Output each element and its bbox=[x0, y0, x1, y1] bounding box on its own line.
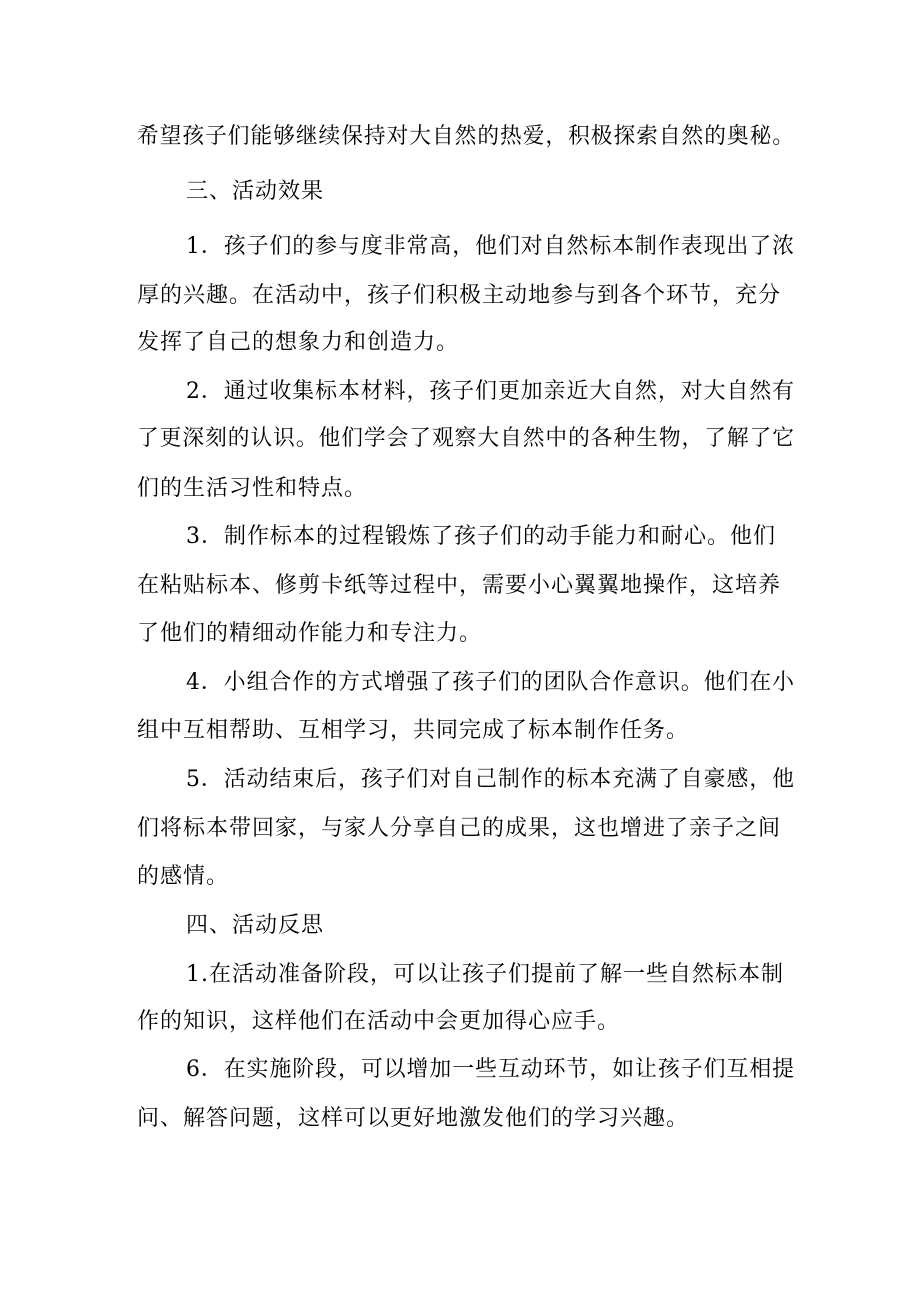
reflection-item-1-line: 1.在活动准备阶段，可以让孩子们提前了解一些自然标本制 bbox=[186, 962, 784, 987]
reflection-item-2-line: 问、解答问题，这样可以更好地激发他们的学习兴趣。 bbox=[137, 1106, 690, 1131]
reflection-item-1-line: 作的知识，这样他们在活动中会更加得心应手。 bbox=[137, 1009, 621, 1034]
list-item-1-line: 厚的兴趣。在活动中，孩子们积极主动地参与到各个环节，充分 bbox=[137, 283, 782, 308]
list-item-1-line: 发挥了自己的想象力和创造力。 bbox=[137, 330, 460, 355]
paragraph-line: 希望孩子们能够继续保持对大自然的热爱，积极探索自然的奥秘。 bbox=[137, 124, 796, 149]
list-item-4-line: 4．小组合作的方式增强了孩子们的团队合作意识。他们在小 bbox=[186, 670, 796, 695]
reflection-item-2-line: 6．在实施阶段，可以增加一些互动环节，如让孩子们互相提 bbox=[186, 1057, 796, 1082]
section-heading: 四、活动反思 bbox=[186, 913, 325, 938]
list-item-4-line: 组中互相帮助、互相学习，共同完成了标本制作任务。 bbox=[137, 718, 690, 743]
list-item-5-line: 的感情。 bbox=[137, 864, 230, 889]
list-item-3-line: 在粘贴标本、修剪卡纸等过程中，需要小心翼翼地操作，这培养 bbox=[137, 573, 782, 598]
list-item-5-line: 5．活动结束后，孩子们对自己制作的标本充满了自豪感，他 bbox=[186, 767, 796, 792]
list-item-5-line: 们将标本带回家，与家人分享自己的成果，这也增进了亲子之间 bbox=[137, 816, 782, 841]
list-item-1-line: 1．孩子们的参与度非常高，他们对自然标本制作表现出了浓 bbox=[186, 234, 796, 259]
list-item-2-line: 了更深刻的认识。他们学会了观察大自然中的各种生物，了解了它 bbox=[137, 426, 796, 451]
list-item-2-line: 2．通过收集标本材料，孩子们更加亲近大自然，对大自然有 bbox=[186, 379, 796, 404]
section-heading: 三、活动效果 bbox=[186, 179, 325, 204]
list-item-3-line: 了他们的精细动作能力和专注力。 bbox=[137, 621, 483, 646]
list-item-3-line: 3．制作标本的过程锻炼了孩子们的动手能力和耐心。他们 bbox=[186, 524, 776, 549]
list-item-2-line: 们的生活习性和特点。 bbox=[137, 476, 368, 501]
